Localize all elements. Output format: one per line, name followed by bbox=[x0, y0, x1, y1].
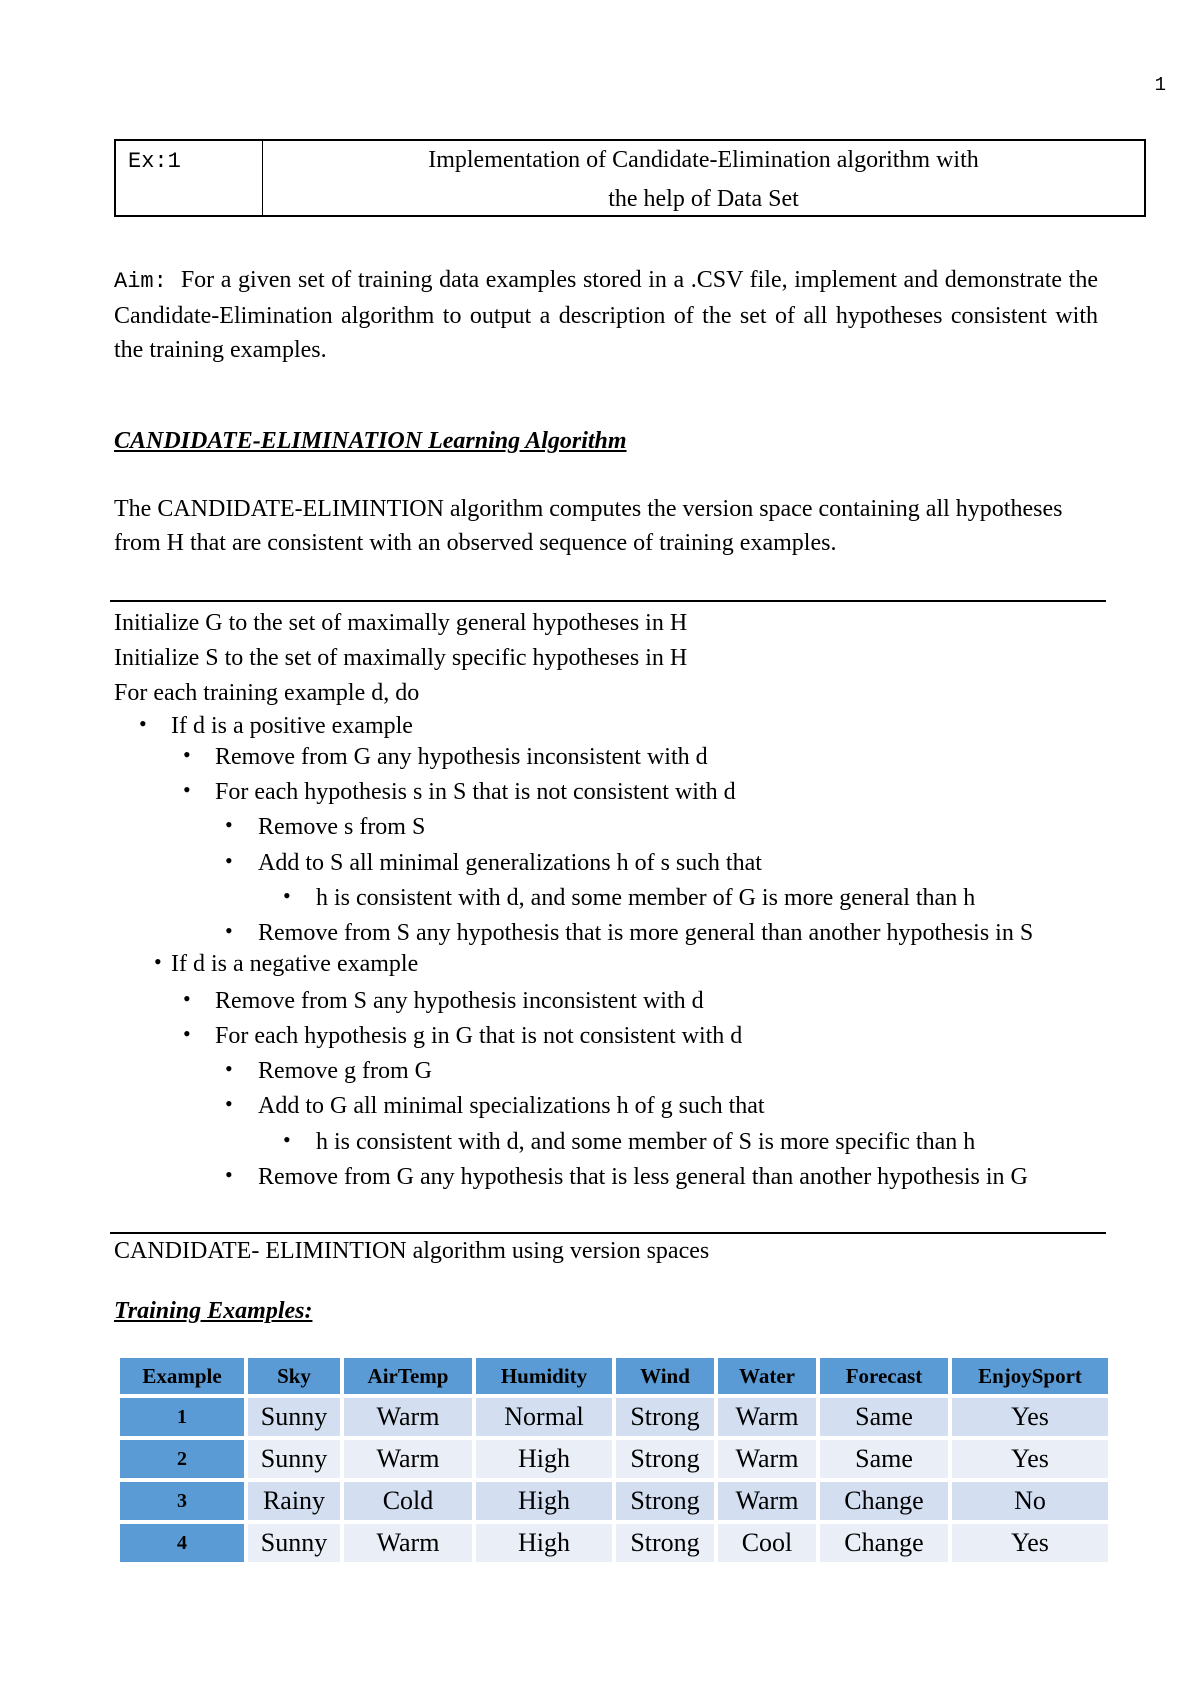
table-row bbox=[120, 1440, 1108, 1478]
table-cell: Sunny bbox=[248, 1440, 340, 1478]
column-header: Water bbox=[718, 1358, 816, 1394]
table-cell: 1 bbox=[120, 1398, 244, 1436]
table-cell: 3 bbox=[120, 1482, 244, 1520]
table-row bbox=[120, 1482, 1108, 1520]
algo-line-h-consistent-g: h is consistent with d, and some member of G is more general than h bbox=[316, 885, 976, 911]
training-examples-table bbox=[116, 1354, 1112, 1566]
bullet: • bbox=[183, 742, 191, 767]
table-cell: Strong bbox=[616, 1440, 714, 1478]
table-cell: Warm bbox=[344, 1440, 472, 1478]
table-cell: Warm bbox=[718, 1398, 816, 1436]
table-cell: 2 bbox=[120, 1440, 244, 1478]
table-cell: Cool bbox=[718, 1524, 816, 1562]
algo-line-remove-s-neg: Remove from S any hypothesis inconsistent with d bbox=[215, 988, 704, 1014]
table-cell: Change bbox=[820, 1482, 948, 1520]
bullet: • bbox=[183, 777, 191, 802]
algo-line-remove-g: Remove from G any hypothesis inconsistent with d bbox=[215, 744, 708, 770]
column-header: Humidity bbox=[476, 1358, 612, 1394]
algo-line-negative: If d is a negative example bbox=[171, 951, 419, 977]
algo-line-for-each: For each training example d, do bbox=[114, 680, 420, 706]
table-cell: High bbox=[476, 1482, 612, 1520]
algo-line-init-s: Initialize S to the set of maximally specific hypotheses in H bbox=[114, 645, 688, 671]
bottom-rule bbox=[110, 1232, 1106, 1234]
algo-line-add-g: Add to G all minimal specializations h of g such that bbox=[258, 1093, 765, 1119]
section-heading: CANDIDATE-ELIMINATION Learning Algorithm bbox=[114, 428, 627, 454]
bullet: • bbox=[225, 848, 233, 873]
table-cell: High bbox=[476, 1524, 612, 1562]
table-cell: Warm bbox=[344, 1524, 472, 1562]
aim-label: Aim: bbox=[114, 269, 167, 294]
algo-line-positive: If d is a positive example bbox=[171, 713, 413, 739]
table-cell: Normal bbox=[476, 1398, 612, 1436]
algo-line-remove-from-s: Remove from S any hypothesis that is more general than another hypothesis in S bbox=[258, 920, 1034, 946]
intro-paragraph: The CANDIDATE-ELIMINTION algorithm computes the version space containing all hypotheses from H that are consistent with an observed sequence of training examples. bbox=[114, 496, 1063, 556]
column-header: Forecast bbox=[820, 1358, 948, 1394]
exercise-title-line1: Implementation of Candidate-Elimination algorithm with bbox=[428, 147, 979, 173]
table-cell: Same bbox=[820, 1398, 948, 1436]
table-cell: Rainy bbox=[248, 1482, 340, 1520]
table-row bbox=[120, 1524, 1108, 1562]
bullet: • bbox=[183, 1021, 191, 1046]
aim-text: For a given set of training data examples stored in a .CSV file, implement and demonstrate the Candidate-Elimination algorithm to output a description of the set of all hypotheses consistent with the training examples. bbox=[114, 267, 1098, 363]
column-header: Example bbox=[120, 1358, 244, 1394]
table-cell: 4 bbox=[120, 1524, 244, 1562]
table-cell: Strong bbox=[616, 1524, 714, 1562]
bullet: • bbox=[154, 949, 162, 974]
table-cell: Cold bbox=[344, 1482, 472, 1520]
exercise-header-box bbox=[114, 139, 1146, 217]
bullet: • bbox=[225, 812, 233, 837]
table-cell: High bbox=[476, 1440, 612, 1478]
column-header: AirTemp bbox=[344, 1358, 472, 1394]
table-cell: Change bbox=[820, 1524, 948, 1562]
algo-line-for-each-s: For each hypothesis s in S that is not consistent with d bbox=[215, 779, 736, 805]
bullet: • bbox=[283, 1127, 291, 1152]
exercise-title-line2: the help of Data Set bbox=[608, 186, 799, 212]
column-header: Sky bbox=[248, 1358, 340, 1394]
exercise-id: Ex:1 bbox=[116, 141, 263, 215]
column-header: Wind bbox=[616, 1358, 714, 1394]
table-cell: Sunny bbox=[248, 1524, 340, 1562]
exercise-title bbox=[263, 141, 1144, 215]
aim-paragraph bbox=[114, 263, 1098, 367]
table-cell: Same bbox=[820, 1440, 948, 1478]
algo-line-remove-from-g: Remove from G any hypothesis that is less general than another hypothesis in G bbox=[258, 1164, 1028, 1190]
table-cell: Strong bbox=[616, 1398, 714, 1436]
bullet: • bbox=[225, 1056, 233, 1081]
table-cell: Sunny bbox=[248, 1398, 340, 1436]
table-cell: Yes bbox=[952, 1398, 1108, 1436]
top-rule bbox=[110, 600, 1106, 602]
bullet: • bbox=[225, 918, 233, 943]
bullet: • bbox=[283, 883, 291, 908]
algo-line-h-consistent-s: h is consistent with d, and some member of S is more specific than h bbox=[316, 1129, 976, 1155]
table-cell: Yes bbox=[952, 1440, 1108, 1478]
table-cell: Warm bbox=[718, 1440, 816, 1478]
bullet: • bbox=[225, 1091, 233, 1116]
bullet: • bbox=[225, 1162, 233, 1187]
column-header: EnjoySport bbox=[952, 1358, 1108, 1394]
table-cell: Strong bbox=[616, 1482, 714, 1520]
table-header-row bbox=[120, 1358, 1108, 1394]
table-cell: Yes bbox=[952, 1524, 1108, 1562]
algo-line-remove-s: Remove s from S bbox=[258, 814, 426, 840]
algo-caption: CANDIDATE- ELIMINTION algorithm using version spaces bbox=[114, 1238, 710, 1264]
table-cell: Warm bbox=[718, 1482, 816, 1520]
bullet: • bbox=[139, 711, 147, 736]
algo-line-remove-g-from-g: Remove g from G bbox=[258, 1058, 432, 1084]
bullet: • bbox=[183, 986, 191, 1011]
table-cell: Warm bbox=[344, 1398, 472, 1436]
algo-line-init-g: Initialize G to the set of maximally general hypotheses in H bbox=[114, 610, 688, 636]
algo-line-for-each-g: For each hypothesis g in G that is not consistent with d bbox=[215, 1023, 743, 1049]
page-number: 1 bbox=[1154, 74, 1166, 96]
table-cell: No bbox=[952, 1482, 1108, 1520]
algo-line-add-s: Add to S all minimal generalizations h of s such that bbox=[258, 850, 762, 876]
training-heading: Training Examples: bbox=[114, 1298, 313, 1324]
table-row bbox=[120, 1398, 1108, 1436]
